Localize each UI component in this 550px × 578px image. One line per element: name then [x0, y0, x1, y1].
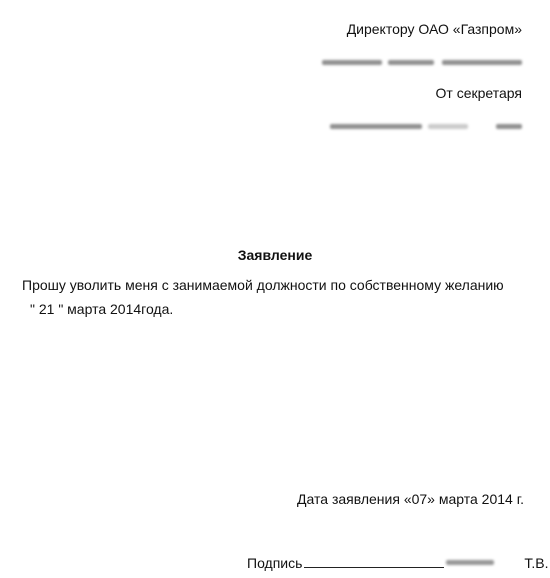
document-title: Заявление — [237, 247, 313, 263]
signature-blank — [304, 555, 444, 568]
sender-label: От секретаря — [435, 85, 522, 101]
signer-initials: Т.В. — [524, 555, 549, 571]
addressee-name-redacted — [322, 54, 522, 72]
body-text-line-1: Прошу уволить меня с занимаемой должности по собственному желанию — [22, 277, 504, 293]
signature-line — [247, 554, 549, 572]
redacted-name — [322, 56, 522, 68]
redacted-name — [330, 120, 522, 132]
sender-name-redacted — [330, 118, 522, 136]
addressee-line: Директору ОАО «Газпром» — [346, 21, 522, 37]
application-date: Дата заявления «07» марта 2014 г. — [297, 491, 524, 507]
signer-name-redacted — [444, 556, 524, 568]
signature-label: Подпись — [247, 555, 303, 571]
body-text-line-2: " 21 " марта 2014года. — [30, 301, 174, 317]
